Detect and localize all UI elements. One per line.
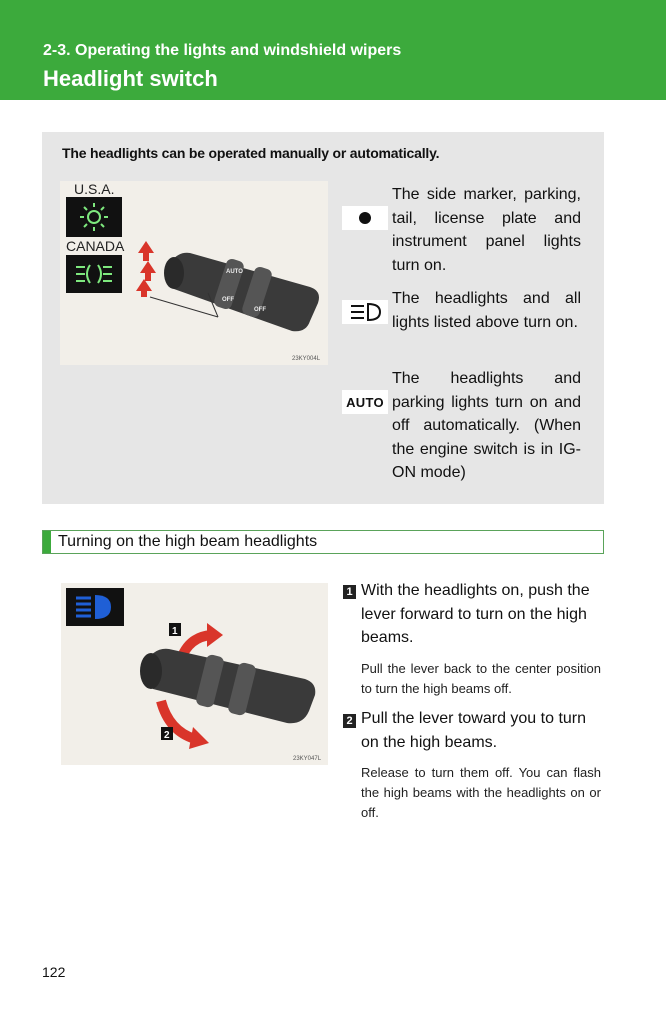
figure-code: 23KY004L	[292, 356, 321, 362]
step-2-note: Release to turn them off. You can flash the high beams with the headlights on or off.	[361, 765, 601, 820]
high-beam-lever-drawing	[61, 583, 328, 765]
knob-off-label-1: OFF	[222, 297, 234, 303]
headlight-switch-illustration	[60, 181, 328, 365]
lever-tip	[164, 257, 184, 289]
dot-icon	[342, 206, 388, 230]
step-1-note: Pull the lever back to the center position to turn the high beams off.	[361, 661, 601, 696]
step-1-number: 1	[343, 585, 356, 599]
high-beam-illustration	[61, 583, 328, 765]
page-title: Headlight switch	[43, 66, 218, 91]
section-header	[42, 530, 604, 554]
knob-off-label-2: OFF	[254, 307, 266, 313]
intro-text: The headlights can be operated manually or automatically.	[62, 145, 440, 161]
label-usa: U.S.A.	[74, 181, 115, 197]
section-breadcrumb: 2-3. Operating the lights and windshield wipers	[43, 42, 402, 59]
auto-symbol: AUTO	[342, 390, 388, 414]
knob-auto-label: AUTO	[226, 269, 243, 275]
label-canada: CANADA	[66, 238, 125, 254]
marker-2-text: 2	[164, 730, 170, 741]
pull-arrowhead	[189, 727, 209, 749]
step-1-text: With the headlights on, push the lever forward to turn on the high beams.	[361, 582, 590, 646]
figure-code: 23KY047L	[293, 756, 322, 762]
step-2-number: 2	[343, 714, 356, 728]
step-2-text: Pull the lever toward you to turn on the high beams.	[361, 710, 587, 751]
mode-1-description: The side marker, parking, tail, license plate and instrument panel lights turn on.	[392, 186, 581, 274]
lever-drawing	[60, 181, 328, 365]
page-number: 122	[42, 964, 66, 980]
page-header	[0, 0, 666, 100]
canada-indicator-panel	[66, 255, 122, 293]
section-title: Turning on the high beam headlights	[58, 533, 318, 550]
section-marker	[43, 531, 51, 553]
marker-1-text: 1	[172, 626, 178, 637]
low-beam-icon	[342, 300, 388, 324]
mode-3-description: The headlights and parking lights turn on and off automatically. (When the engine switch is in IG-ON mode)	[392, 370, 581, 481]
lever-tip	[140, 653, 162, 689]
mode-2-description: The headlights and all lights listed above turn on.	[392, 290, 581, 331]
rotation-arrows	[136, 241, 156, 297]
push-arrowhead	[207, 623, 223, 647]
